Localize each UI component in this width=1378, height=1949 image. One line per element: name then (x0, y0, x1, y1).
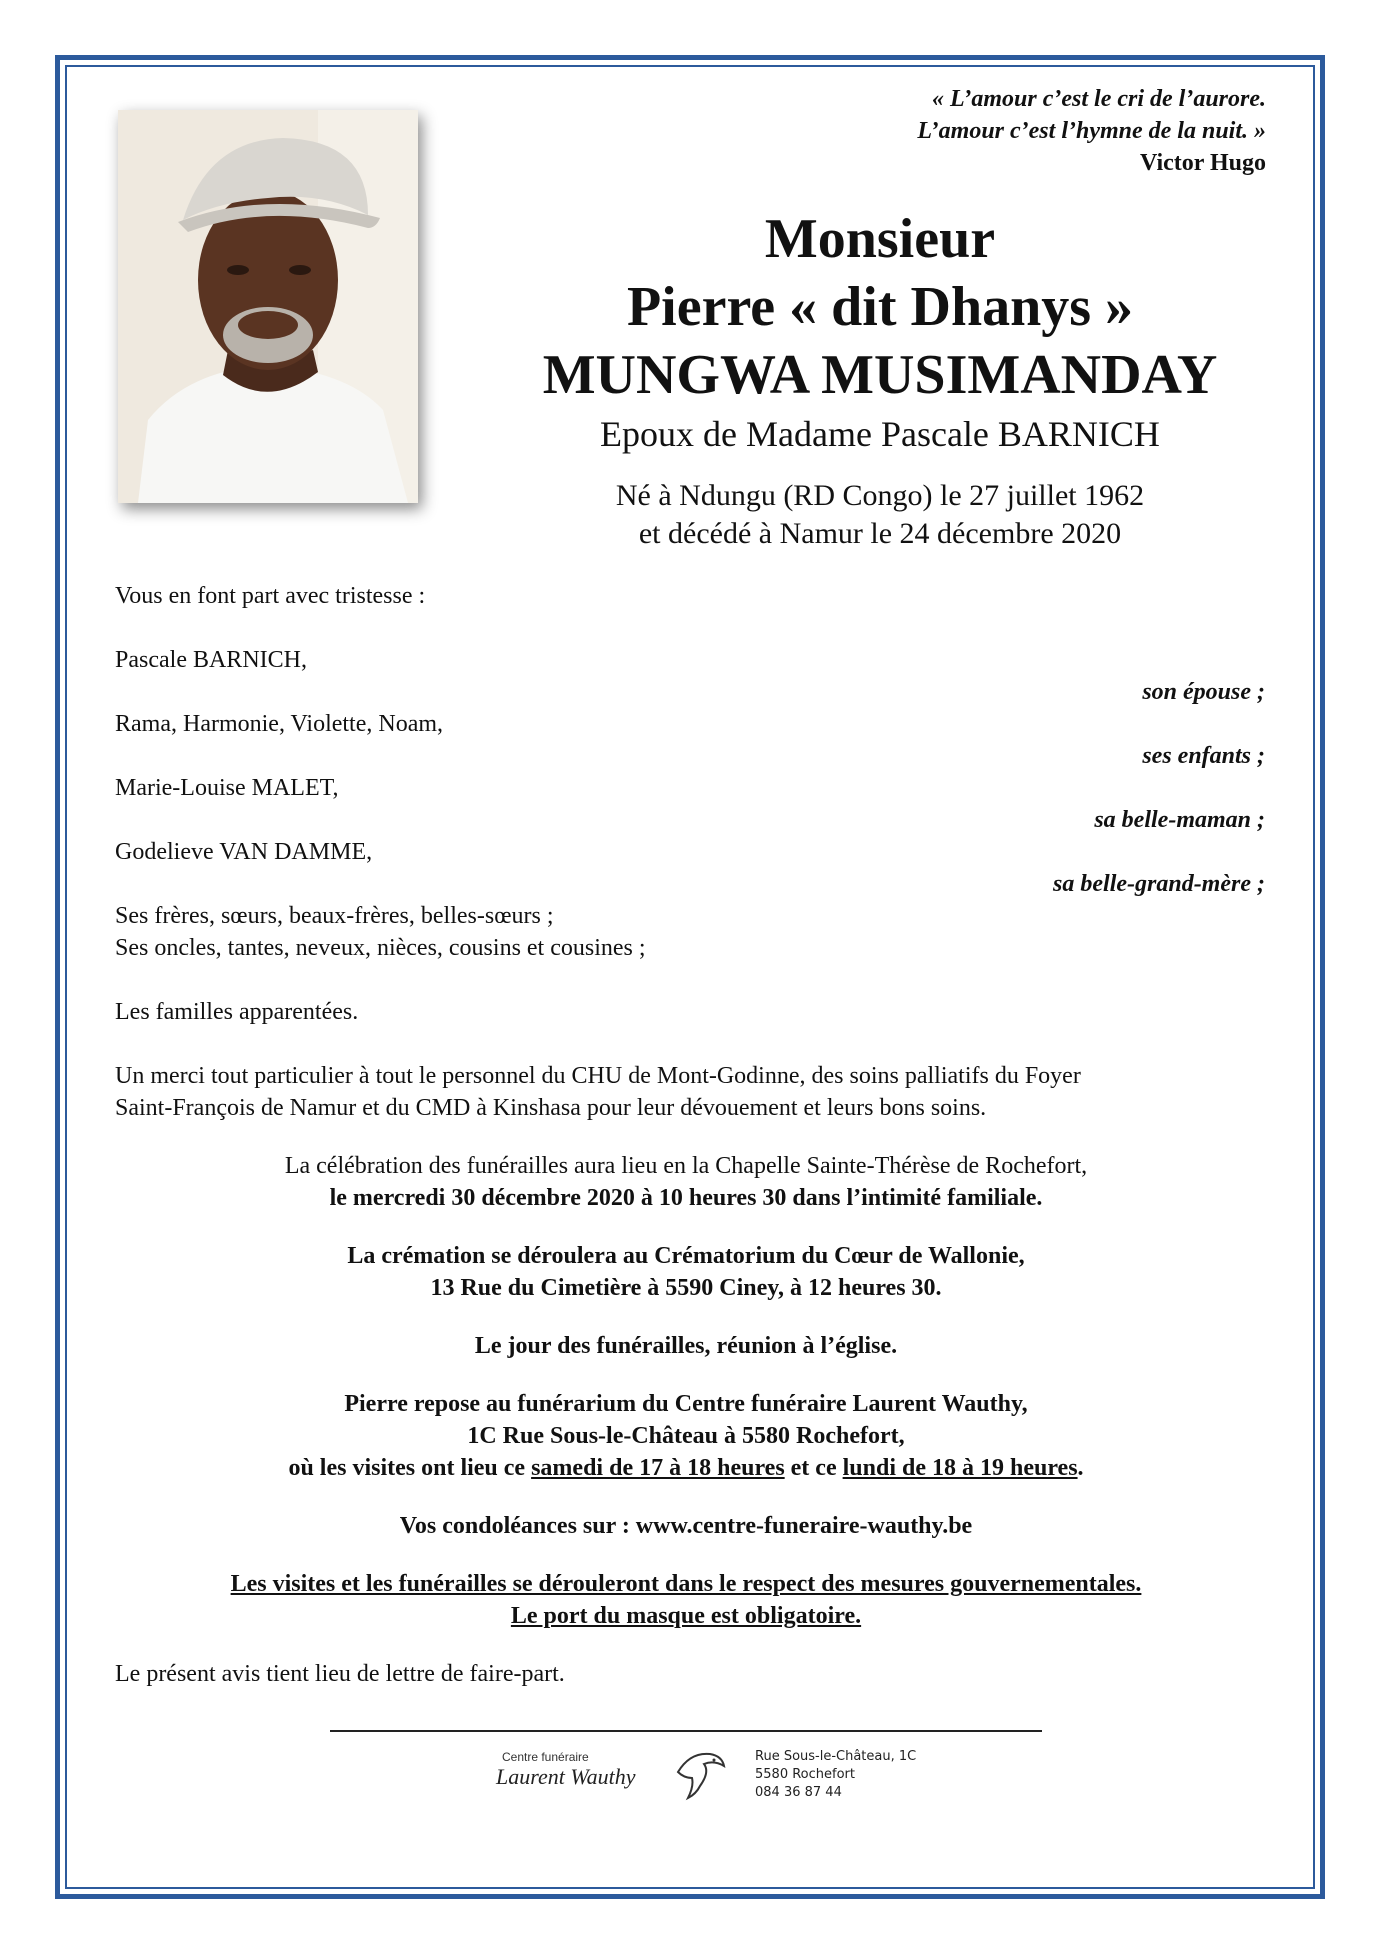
title-first-name: Pierre « dit Dhanys » (626, 276, 1134, 338)
rest-text: où les visites ont lieu ce (288, 1455, 532, 1481)
family-name: Godelieve VAN DAMME, (115, 839, 373, 865)
spouse-line: Epoux de Madame Pascale BARNICH (600, 414, 1160, 454)
ceremony-line-2: le mercredi 30 décembre 2020 à 10 heures 30 dans l’intimité familiale. (329, 1185, 1043, 1211)
phone-line: 084 36 87 44 (755, 1785, 842, 1800)
address-line-1: Rue Sous-le-Château, 1C (755, 1749, 917, 1764)
thanks-line-1: Un merci tout particulier à tout le personnel du CHU de Mont-Godinne, des soins palliatifs du Foyer (115, 1063, 1081, 1089)
death-line: et décédé à Namur le 24 décembre 2020 (638, 517, 1122, 550)
family-row (115, 708, 1265, 772)
quote-block (917, 83, 1266, 179)
ceremony-line-1: La célébration des funérailles aura lieu en la Chapelle Sainte-Thérèse de Rochefort, (284, 1153, 1088, 1179)
rest-line-2: 1C Rue Sous-le-Château à 5580 Rochefort, (467, 1423, 905, 1449)
portrait-photo (118, 110, 418, 503)
quote-author: Victor Hugo (1140, 150, 1266, 176)
title-block (480, 205, 1280, 553)
thanks-line-2: Saint-François de Namur et du CMD à Kinshasa pour leur dévouement et leurs bons soins. (115, 1095, 987, 1121)
closing-line: Le présent avis tient lieu de lettre de faire-part. (115, 1661, 565, 1687)
quote-line-1: « L’amour c’est le cri de l’aurore. (932, 86, 1266, 112)
intro-line: Vous en font part avec tristesse : (115, 583, 426, 609)
relatives-line-2: Ses oncles, tantes, neveux, nièces, cousins et cousines ; (115, 935, 646, 961)
title-honorific: Monsieur (764, 208, 996, 270)
portrait-illustration (118, 110, 418, 503)
funeral-home-logo (490, 1740, 930, 1810)
notice-line-2: Le port du masque est obligatoire. (510, 1603, 862, 1629)
family-row (115, 644, 1265, 708)
birth-line: Né à Ndungu (RD Congo) le 27 juillet 1962 (615, 479, 1145, 512)
families-line: Les familles apparentées. (115, 999, 359, 1025)
logo-small-text: Centre funéraire (502, 1750, 589, 1764)
address-line-2: 5580 Rochefort (755, 1767, 855, 1782)
rest-line-1: Pierre repose au funérarium du Centre funéraire Laurent Wauthy, (344, 1391, 1028, 1417)
logo-address (755, 1748, 916, 1802)
family-relation: sa belle-grand-mère ; (1053, 871, 1265, 897)
family-name: Marie-Louise MALET, (115, 775, 339, 801)
condolences-line: Vos condoléances sur : www.centre-funeraire-wauthy.be (399, 1513, 973, 1539)
quote-line-2: L’amour c’est l’hymne de la nuit. » (917, 118, 1266, 144)
notice-line-1: Les visites et les funérailles se dérouleront dans le respect des mesures gouvernementales. (230, 1571, 1142, 1597)
family-row (115, 772, 1265, 836)
dates-block (480, 477, 1280, 553)
ceremony-block (115, 1150, 1257, 1632)
footer-divider (330, 1730, 1042, 1732)
visit-monday: lundi de 18 à 19 heures (842, 1455, 1078, 1481)
meeting-line: Le jour des funérailles, réunion à l’église. (474, 1333, 898, 1359)
visit-saturday: samedi de 17 à 18 heures (531, 1455, 785, 1481)
relatives-line-1: Ses frères, sœurs, beaux-frères, belles-sœurs ; (115, 903, 554, 929)
rest-line-3 (115, 1452, 1257, 1484)
dove-icon (670, 1742, 730, 1802)
rest-text: . (1077, 1455, 1084, 1481)
family-relation: son épouse ; (1142, 679, 1265, 705)
logo-script-text: Laurent Wauthy (496, 1764, 636, 1789)
rest-text: et ce (784, 1455, 843, 1481)
family-name: Rama, Harmonie, Violette, Noam, (115, 711, 444, 737)
family-relation: ses enfants ; (1142, 743, 1265, 769)
family-row (115, 836, 1265, 900)
announcement-body (115, 580, 1265, 1690)
title-surname: MUNGWA MUSIMANDAY (542, 344, 1218, 406)
cremation-line-1: La crémation se déroulera au Crématorium du Cœur de Wallonie, (347, 1243, 1025, 1269)
family-relation: sa belle-maman ; (1094, 807, 1265, 833)
family-name: Pascale BARNICH, (115, 647, 307, 673)
cremation-line-2: 13 Rue du Cimetière à 5590 Ciney, à 12 heures 30. (430, 1275, 942, 1301)
